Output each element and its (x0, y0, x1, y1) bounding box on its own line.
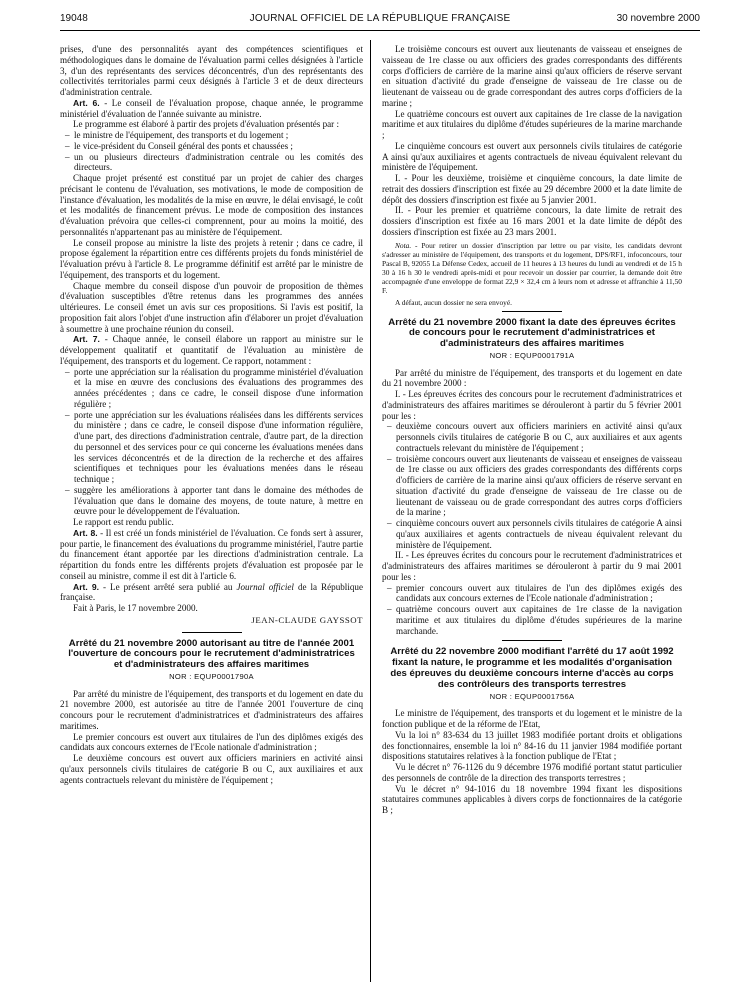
list-item: – quatrième concours ouvert aux capitaines de 1re classe de la navigation maritime et aux titulaires du diplôme d'études supérieures de la marine marchande. (387, 604, 682, 636)
paragraph: prises, d'une des personnalités ayant des compétences scientifiques et méthodologiques dans le domaine de l'évaluation parmi celles désignées à l'article 3, d'un des représentants des services déconcentrés, d'un des représentants des collectivités territoriales parmi ceux désignés à l'article 3 et de deux directeurs d'administration centrale. (60, 44, 363, 97)
section-separator (182, 632, 242, 633)
list-item: – le ministre de l'équipement, des transports et du logement ; (65, 130, 289, 140)
nor-reference: NOR : EQUP0001790A (169, 671, 254, 681)
paragraph: Par arrêté du ministre de l'équipement, des transports et du logement en date du 21 novembre 2000, est autorisée au titre de l'année 2001 l'ouverture de cinq concours pour le recrutement d'administratrices et d'administrateurs des affaires maritimes. (60, 688, 363, 731)
paragraph: I. - Pour les deuxième, troisième et cinquième concours, la date limite de retrait des dossiers d'inscription est fixée au 29 décembre 2000 et la date limite de dépôt des dossiers d'inscription est fixée au 5 janvier 2001. (382, 173, 682, 205)
concours-list (382, 421, 682, 550)
nota-default: A défaut, aucun dossier ne sera envoyé. (395, 297, 512, 307)
paragraph: I. - Les épreuves écrites des concours pour le recrutement d'administratrices et d'administrateurs des affaires maritimes se dérouleront à partir du 5 février 2001 pour les : (382, 389, 682, 421)
list-item: – porte une appréciation sur la réalisation du programme ministériel d'évaluation et la mise en œuvre des conclusions des évaluations des programmes des années précédentes ; dans ce cadre, le conseil dispose d'une information régulière ; (65, 366, 363, 409)
article-7 (60, 334, 363, 366)
journal-reference: Journal officiel (236, 581, 294, 592)
paragraph: Le programme est élaboré à partir des projets d'évaluation présentés par : (73, 119, 340, 130)
proposer-list (60, 130, 363, 173)
running-header (60, 10, 700, 31)
paragraph: Le ministre de l'équipement, des transports et du logement et le ministre de la fonction publique et de la réforme de l'Etat, (382, 708, 682, 730)
article-label: Art. 7. (73, 334, 100, 345)
article-text: - Le conseil de l'évaluation propose, chaque année, le programme ministériel d'évaluation de l'année suivante au ministre. (60, 97, 363, 119)
paragraph: Vu la loi n° 83-634 du 13 juillet 1983 modifiée portant droits et obligations des fonctionnaires, ensemble la loi n° 84-16 du 11 janvier 1984 modifiée portant dispositions statutaires relatives à la fonction publique de l'Etat ; (382, 729, 682, 762)
column-divider (370, 40, 371, 982)
section-separator (502, 640, 562, 641)
article-text: de la République française. (60, 581, 363, 603)
paragraph: Chaque projet présenté est constitué par un projet de cahier des charges précisant le contenu de l'évaluation, ses motivations, le mode de composition de l'instance d'évaluation, les modalités de la mise en œuvre, le délai envisagé, le coût et les modalités de financement prévus. Le mode de composition des instances d'évaluation prévoira que celles-ci comprennent, pour au moins la moitié, des personnalités n'appartenant pas au ministère de l'équipement. (60, 173, 363, 237)
signature: JEAN-CLAUDE GAYSSOT (251, 614, 363, 625)
paragraph: Le troisième concours est ouvert aux lieutenants de vaisseau et enseignes de vaisseau de 1re classe ou aux officiers des grades correspondants des différents corps d'officiers de carrière de la marine ainsi qu'aux officiers de réserve servant en situation d'activité du grade d'enseigne de vaisseau de 1re classe ou de lieutenant de vaisseau ou de grade correspondant des autres corps d'officiers de la marine ; (382, 44, 682, 108)
paragraph: Vu le décret n° 76-1126 du 9 décembre 1976 modifié portant statut particulier des personnels de contrôle de la direction des transports terrestres ; (382, 762, 682, 783)
concours-list (382, 583, 682, 637)
article-label: Art. 6. (73, 97, 100, 108)
article-text: - Chaque année, le conseil élabore un rapport au ministre sur le développement qualitatif et quantitatif de l'évaluation au ministère de l'équipement, des transports et du logement. Ce rapport, notamment : (60, 334, 363, 366)
paragraph: Le quatrième concours est ouvert aux capitaines de 1re classe de la navigation maritime et aux titulaires du diplôme d'études supérieures de la marine marchande ; (382, 108, 682, 140)
list-item: – premier concours ouvert aux titulaires de l'un des diplômes exigés des candidats aux concours externes de l'Ecole nationale d'administration ; (387, 582, 682, 604)
article-text: - Il est créé un fonds ministériel de l'évaluation. Ce fonds sert à assurer, pour partie, le financement des évaluations du programme ministériel, l'autre partie du financement étant apportée par les directions d'administration centrale. La répartition du fonds entre les différents projets d'évaluation est proposée par le conseil au ministre, comme il est dit à l'article 6. (60, 527, 363, 581)
page-number: 19048 (60, 13, 88, 24)
arrete-title: Arrêté du 22 novembre 2000 modifiant l'arrêté du 17 août 1992 fixant la nature, le programme et les modalités d'organisation des épreuves du deuxième concours interne d'accès au corps des contrôleurs des transports terrestres (390, 646, 674, 690)
paragraph: Par arrêté du ministre de l'équipement, des transports et du logement en date du 21 novembre 2000 : (382, 367, 682, 389)
paragraph: Chaque membre du conseil dispose d'un pouvoir de proposition de thèmes d'évaluation susceptibles d'être retenus dans les programmes des années ultérieures. Le conseil émet un avis sur ces propositions. Si l'avis est positif, la proposition fait alors l'objet d'une instruction afin d'élaborer un projet d'évaluation à soumettre à une prochaine réunion du conseil. (60, 280, 363, 334)
nota-text: - Pour retirer un dossier d'inscription par lettre ou par visite, les candidats devront s'adresser au ministère de l'équipement, des transports et du logement, DPS/RF1, infoconcours, tour Pascal B, 92055 La Défense Cedex, accueil de 11 heures à 13 heures du lundi au vendredi et de 15 h 30 à 16 h 30 le vendredi après-midi et pour recevoir un dossier par courrier, la demande doit être accompagnée d'une enveloppe de format 22,9 × 32,4 cm à leurs nom et adresse et affranchie à 11,50 F. (382, 240, 682, 295)
paragraph: Le conseil propose au ministre la liste des projets à retenir ; dans ce cadre, il propose également la répartition entre ces différents projets du fonds ministériel de l'évaluation prévu à l'article 8. Le programme définitif est arrêté par le ministre de l'équipement, des transports et du logement. (60, 237, 363, 280)
paragraph: Le cinquième concours est ouvert aux personnels civils titulaires de catégorie A ainsi qu'aux auxiliaires et agents contractuels de niveau équivalent relevant du ministère de l'équipement. (382, 140, 682, 173)
list-item: – suggère les améliorations à apporter tant dans le domaine des méthodes de l'évaluation que dans le domaine des moyens, de toute nature, à mettre en œuvre pour le développement de l'évaluation. (65, 484, 363, 517)
paragraph: Le rapport est rendu public. (73, 517, 174, 527)
article-9 (60, 582, 363, 604)
section-separator (502, 311, 562, 312)
list-item: – cinquième concours ouvert aux personnels civils titulaires de catégorie A ainsi qu'aux auxiliaires et agents contractuels de niveau équivalent relevant du ministère de l'équipement. (387, 518, 682, 550)
paragraph: II. - Pour les premier et quatrième concours, la date limite de retrait des dossiers d'inscription est fixée au 16 mars 2001 et la date limite de dépôt des dossiers d'inscription est fixée au 23 mars 2001. (382, 205, 682, 237)
report-list (60, 367, 363, 518)
paragraph: II. - Les épreuves écrites du concours pour le recrutement d'administratrices et d'administrateurs des affaires maritimes se dérouleront à partir du 9 mai 2001 pour les : (382, 550, 682, 582)
article-6 (60, 98, 363, 120)
list-item: – un ou plusieurs directeurs d'administration centrale ou les comités des directeurs. (65, 151, 363, 173)
nota (382, 241, 682, 295)
article-8 (60, 528, 363, 582)
signing-place-date: Fait à Paris, le 17 novembre 2000. (73, 603, 198, 613)
article-label: Art. 8. (73, 527, 98, 538)
arrete-title: Arrêté du 21 novembre 2000 autorisant au titre de l'année 2001 l'ouverture de concours pour le recrutement d'administratrices et d'administrateurs des affaires maritimes (68, 637, 355, 671)
nor-reference: NOR : EQUP0001756A (489, 691, 575, 701)
list-item: – deuxième concours ouvert aux officiers mariniers en activité ainsi qu'aux personnels civils titulaires de catégorie B ou C, aux auxiliaires et aux agents contractuels relevant du ministère de l'équipement ; (387, 421, 682, 453)
nota-label: Nota. (395, 240, 412, 250)
journal-title: JOURNAL OFFICIEL DE LA RÉPUBLIQUE FRANÇAISE (249, 13, 511, 24)
list-item: – troisième concours ouvert aux lieutenants de vaisseau et enseignes de vaisseau de 1re classe ou aux officiers des grades correspondants des différents corps d'officiers de carrière de la marine ainsi qu'aux officiers de réserve servant en situation d'activité du grade d'enseigne de vaisseau de 1re classe ou de lieutenant de vaisseau ou de grade correspondant des autres corps d'officiers de la marine ; (387, 453, 682, 518)
paragraph: Le deuxième concours est ouvert aux officiers mariniers en activité ainsi qu'aux personnels civils titulaires de catégorie B ou C, aux auxiliaires et aux agents contractuels relevant du ministère de l'équipement ; (60, 753, 363, 785)
right-column (382, 44, 682, 990)
nor-reference: NOR : EQUP0001791A (489, 350, 575, 360)
paragraph: Le premier concours est ouvert aux titulaires de l'un des diplômes exigés des candidats aux concours externes de l'Ecole nationale d'administration ; (60, 731, 363, 753)
publication-date: 30 novembre 2000 (616, 13, 700, 24)
paragraph: Vu le décret n° 94-1016 du 18 novembre 1994 fixant les dispositions statutaires communes applicables à divers corps de fonctionnaires de la catégorie B ; (382, 783, 682, 816)
arrete-title: Arrêté du 21 novembre 2000 fixant la date des épreuves écrites de concours pour le recrutement d'administratrices et d'administrateurs des affaires maritimes (388, 316, 676, 350)
article-label: Art. 9. (73, 581, 100, 592)
list-item: – le vice-président du Conseil général des ponts et chaussées ; (65, 140, 293, 151)
list-item: – porte une appréciation sur les évaluations réalisées dans les différents services du ministère ; dans ce cadre, le conseil dispose d'une information régulière, d'une part, des directions d'administration centrale, d'autre part, de la direction du personnel et des services pour ce qui concerne les évaluations menées dans les services déconcentrés et de la direction de la recherche et des affaires scientifiques et techniques pour les évaluations menées dans le réseau technique ; (65, 409, 363, 484)
article-text: - Le présent arrêté sera publié au (99, 581, 237, 592)
left-column (60, 44, 363, 990)
